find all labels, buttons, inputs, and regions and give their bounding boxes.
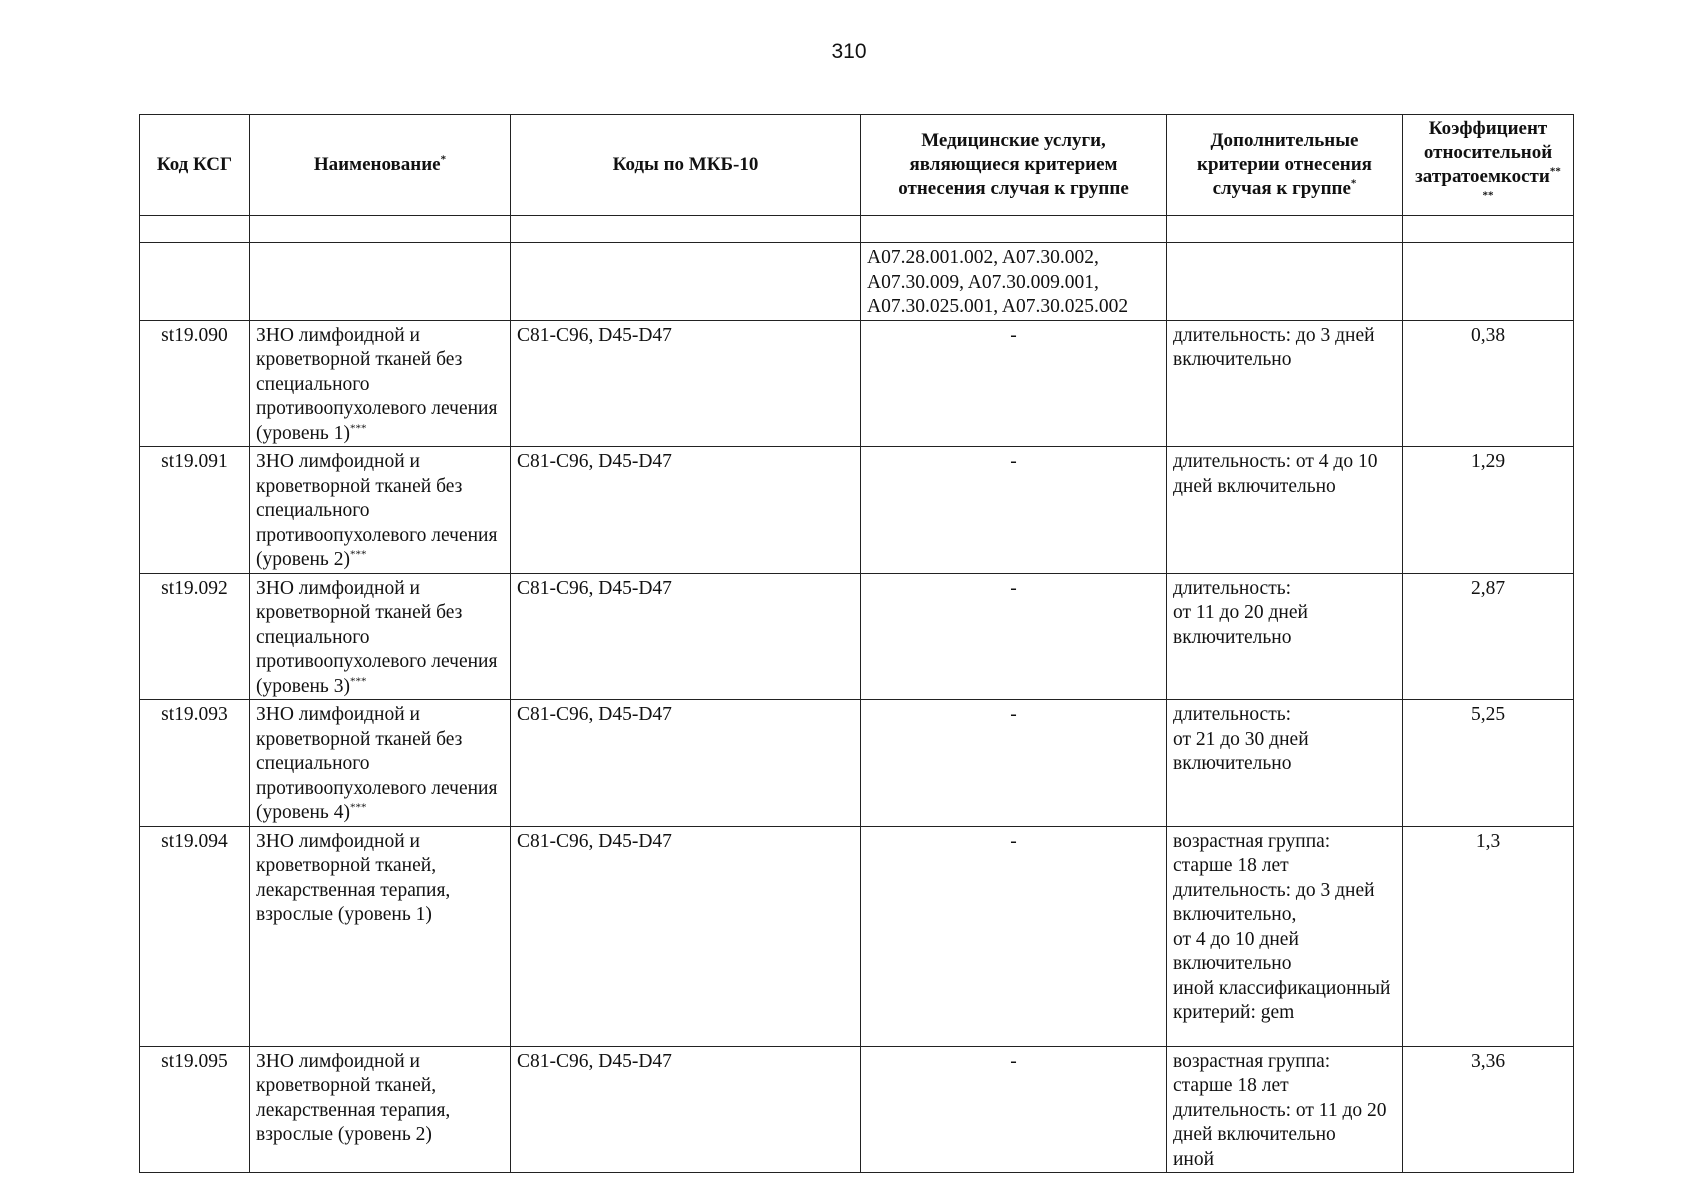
table-header-row bbox=[140, 115, 1574, 216]
ksg-table bbox=[139, 114, 1574, 1173]
mkb-codes-cell: C81-C96, D45-D47 bbox=[511, 573, 861, 700]
header-code: Код КСГ bbox=[140, 115, 250, 216]
footnote-mark: ** bbox=[1549, 165, 1561, 178]
continuation-row bbox=[140, 243, 1574, 321]
ksg-code-cell: st19.092 bbox=[140, 573, 250, 700]
ksg-code-cell: st19.090 bbox=[140, 320, 250, 447]
services-cell: - bbox=[861, 1046, 1167, 1173]
header-additional: Дополнительные критерии отнесения случая к группе* bbox=[1167, 115, 1403, 216]
services-cell: - bbox=[861, 826, 1167, 1046]
table-row bbox=[140, 700, 1574, 827]
table-row bbox=[140, 1046, 1574, 1173]
ksg-code-cell: st19.094 bbox=[140, 826, 250, 1046]
name-cell: ЗНО лимфоидной и кроветворной тканей без специального противоопухолевого лечения (уровень 1)*** bbox=[250, 320, 511, 447]
coefficient-cell: 0,38 bbox=[1403, 320, 1574, 447]
ksg-code-cell: st19.093 bbox=[140, 700, 250, 827]
mkb-codes-cell: C81-C96, D45-D47 bbox=[511, 826, 861, 1046]
name-cell: ЗНО лимфоидной и кроветворной тканей без специального противоопухолевого лечения (уровень 4)*** bbox=[250, 700, 511, 827]
coefficient-cell: 3,36 bbox=[1403, 1046, 1574, 1173]
mkb-codes-cell: C81-C96, D45-D47 bbox=[511, 447, 861, 574]
name-cell: ЗНО лимфоидной и кроветворной тканей, лекарственная терапия, взрослые (уровень 2) bbox=[250, 1046, 511, 1173]
header-name: Наименование* bbox=[250, 115, 511, 216]
name-cell: ЗНО лимфоидной и кроветворной тканей без специального противоопухолевого лечения (уровень 3)*** bbox=[250, 573, 511, 700]
footnote-mark: * bbox=[440, 153, 447, 166]
mkb-codes-cell: C81-C96, D45-D47 bbox=[511, 320, 861, 447]
name-cell: ЗНО лимфоидной и кроветворной тканей, лекарственная терапия, взрослые (уровень 1) bbox=[250, 826, 511, 1046]
ksg-code-cell: st19.091 bbox=[140, 447, 250, 574]
ksg-code-cell: st19.095 bbox=[140, 1046, 250, 1173]
services-cell: - bbox=[861, 447, 1167, 574]
table-row bbox=[140, 826, 1574, 1046]
additional-criteria-cell: возрастная группа: старше 18 лет длительность: до 3 дней включительно, от 4 до 10 дней включительно иной классификационный критерий: gem bbox=[1167, 826, 1403, 1046]
name-cell: ЗНО лимфоидной и кроветворной тканей без специального противоопухолевого лечения (уровень 2)*** bbox=[250, 447, 511, 574]
additional-criteria-cell: длительность: до 3 дней включительно bbox=[1167, 320, 1403, 447]
header-services: Медицинские услуги, являющиеся критерием отнесения случая к группе bbox=[861, 115, 1167, 216]
additional-criteria-cell: длительность: от 4 до 10 дней включительно bbox=[1167, 447, 1403, 574]
table-row bbox=[140, 320, 1574, 447]
services-cell: - bbox=[861, 320, 1167, 447]
footnote-mark: * bbox=[1350, 177, 1357, 190]
header-mkb: Коды по МКБ-10 bbox=[511, 115, 861, 216]
footnote-mark: *** bbox=[349, 801, 367, 814]
additional-criteria-cell: длительность: от 11 до 20 дней включительно bbox=[1167, 573, 1403, 700]
page-number: 310 bbox=[831, 40, 867, 63]
mkb-codes-cell: C81-C96, D45-D47 bbox=[511, 700, 861, 827]
footnote-mark: ** bbox=[1482, 189, 1494, 202]
header-coef: Коэффициент относительной затратоемкости** ** bbox=[1403, 115, 1574, 216]
continuation-services-cell: A07.28.001.002, A07.30.002, A07.30.009, A07.30.009.001, A07.30.025.001, A07.30.025.002 bbox=[861, 243, 1167, 321]
services-cell: - bbox=[861, 573, 1167, 700]
footnote-mark: *** bbox=[349, 548, 367, 561]
table-row bbox=[140, 447, 1574, 574]
coefficient-cell: 5,25 bbox=[1403, 700, 1574, 827]
footnote-mark: *** bbox=[349, 675, 367, 687]
services-cell: - bbox=[861, 700, 1167, 827]
additional-criteria-cell: возрастная группа: старше 18 лет длительность: от 11 до 20 дней включительно иной bbox=[1167, 1046, 1403, 1173]
blank-row bbox=[140, 216, 1574, 243]
table-row bbox=[140, 573, 1574, 700]
coefficient-cell: 2,87 bbox=[1403, 573, 1574, 700]
mkb-codes-cell: C81-C96, D45-D47 bbox=[511, 1046, 861, 1173]
footnote-mark: *** bbox=[349, 422, 367, 434]
coefficient-cell: 1,29 bbox=[1403, 447, 1574, 574]
coefficient-cell: 1,3 bbox=[1403, 826, 1574, 1046]
additional-criteria-cell: длительность: от 21 до 30 дней включительно bbox=[1167, 700, 1403, 827]
